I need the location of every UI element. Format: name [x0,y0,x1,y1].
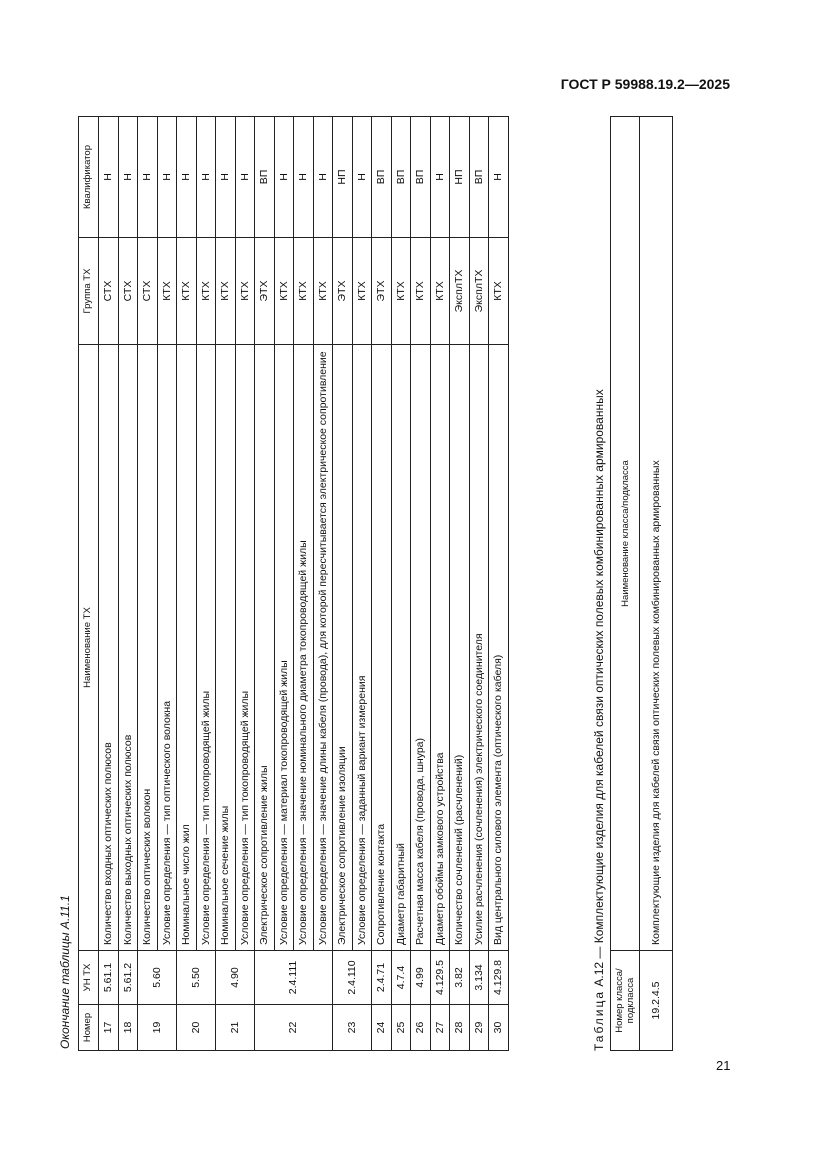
cell-group: КТХ [430,238,450,345]
table-row [294,117,314,1051]
cell-group: КТХ [157,238,177,345]
col-header-name: Наименование ТХ [79,345,99,951]
rotated-page-content [58,117,694,1051]
cell-qualifier: Н [352,117,372,238]
cell-qualifier: Н [157,117,177,238]
cell-group: СТХ [118,238,138,345]
cell-group: КТХ [294,238,314,345]
cell-qualifier: НП [333,117,353,238]
table-header-row [79,117,99,1051]
cell-qualifier: Н [118,117,138,238]
cell-name: Вид центрального силового элемента (оптического кабеля) [489,345,509,951]
table-row [118,117,138,1051]
cell-code: 4.90 [216,951,255,1005]
col-header-class-name: Наименование класса/подкласса [611,117,640,951]
table-row [274,117,294,1051]
cell-number: 19 [138,1005,177,1051]
standard-designation: ГОСТ Р 59988.19.2—2025 [560,76,730,92]
cell-code: 2.4.111 [255,951,333,1005]
cell-qualifier: Н [177,117,197,238]
cell-number: 18 [118,1005,138,1051]
cell-number: 24 [372,1005,392,1051]
cell-qualifier: ВП [372,117,392,238]
cell-group: СТХ [138,238,158,345]
table-row [216,117,236,1051]
table-row [138,117,158,1051]
cell-name: Количество сочленений (расчленений) [450,345,470,951]
cell-number: 27 [430,1005,450,1051]
cell-name: Диаметр габаритный [391,345,411,951]
table-row [255,117,275,1051]
page-number: 21 [716,1058,731,1073]
cell-name: Количество выходных оптических полюсов [118,345,138,951]
cell-name: Электрическое сопротивление жилы [255,345,275,951]
cell-number: 21 [216,1005,255,1051]
table-row [640,117,673,1051]
cell-group: КТХ [216,238,236,345]
cell-number: 20 [177,1005,216,1051]
cell-code: 3.134 [469,951,489,1005]
table-row [450,117,470,1051]
cell-group: КТХ [235,238,255,345]
characteristics-table [78,116,509,1051]
cell-name: Усилие расчленения (сочленения) электрического соединителя [469,345,489,951]
cell-name: Условие определения — заданный вариант измерения [352,345,372,951]
cell-qualifier: Н [196,117,216,238]
cell-name: Диаметр обоймы замкового устройства [430,345,450,951]
cell-name: Сопротивление контакта [372,345,392,951]
cell-number: 22 [255,1005,333,1051]
table-continuation-label: Окончание таблицы А.11.1 [58,895,72,1049]
table-row [196,117,216,1051]
cell-name: Количество входных оптических полюсов [99,345,119,951]
cell-qualifier: Н [313,117,333,238]
table-row [333,117,353,1051]
table-row [99,117,119,1051]
cell-qualifier: Н [216,117,236,238]
table-row [391,117,411,1051]
cell-code: 3.82 [450,951,470,1005]
cell-name: Условие определения — значение длины кабеля (провода), для которой пересчитывается электрическое сопротивление [313,345,333,951]
cell-group: КТХ [352,238,372,345]
cell-qualifier: Н [235,117,255,238]
table-row [235,117,255,1051]
cell-name: Номинальное сечение жилы [216,345,236,951]
cell-code: 2.4.110 [333,951,372,1005]
cell-qualifier: Н [489,117,509,238]
table-row [372,117,392,1051]
cell-code: 4.129.5 [430,951,450,1005]
table-row [177,117,197,1051]
cell-number: 30 [489,1005,509,1051]
cell-code: 4.129.8 [489,951,509,1005]
col-header-class-code: Номер класса/подкласса [611,951,640,1051]
col-header-code: УН ТХ [79,951,99,1005]
cell-code: 5.61.1 [99,951,119,1005]
cell-name: Условие определения — значение номинального диаметра токопроводящей жилы [294,345,314,951]
cell-number: 28 [450,1005,470,1051]
cell-name: Количество оптических волокон [138,345,158,951]
cell-group: СТХ [99,238,119,345]
cell-group: КТХ [411,238,431,345]
cell-qualifier: ВП [469,117,489,238]
cell-group: ЭксплТХ [450,238,470,345]
col-header-qualifier: Квалификатор [79,117,99,238]
table-row [352,117,372,1051]
cell-number: 26 [411,1005,431,1051]
cell-name: Условие определения — материал токопроводящей жилы [274,345,294,951]
cell-class-name: Комплектующие изделия для кабелей связи оптических полевых комбинированных армированных [640,117,673,951]
cell-group: КТХ [313,238,333,345]
cell-number: 23 [333,1005,372,1051]
table-row [157,117,177,1051]
cell-qualifier: Н [274,117,294,238]
cell-group: ЭксплТХ [469,238,489,345]
cell-group: КТХ [274,238,294,345]
cell-qualifier: Н [294,117,314,238]
cell-name: Условие определения — тип оптического волокна [157,345,177,951]
table-caption-text: А.12 — Комплектующие изделия для кабелей связи оптических полевых комбинированных армированных [592,389,606,987]
cell-name: Электрическое сопротивление изоляции [333,345,353,951]
class-table [610,116,673,1051]
cell-group: КТХ [196,238,216,345]
table-row [411,117,431,1051]
cell-code: 5.61.2 [118,951,138,1005]
cell-qualifier: Н [430,117,450,238]
table-row [430,117,450,1051]
cell-number: 29 [469,1005,489,1051]
cell-code: 5.50 [177,951,216,1005]
cell-code: 2.4.71 [372,951,392,1005]
cell-qualifier: ВП [391,117,411,238]
cell-group: КТХ [177,238,197,345]
col-header-group: Группа ТХ [79,238,99,345]
cell-qualifier: Н [138,117,158,238]
table-header-row [611,117,640,1051]
cell-group: ЭТХ [372,238,392,345]
cell-group: ЭТХ [333,238,353,345]
cell-name: Номинальное число жил [177,345,197,951]
cell-class-code: 19.2.4.5 [640,951,673,1051]
cell-qualifier: ВП [255,117,275,238]
cell-number: 17 [99,1005,119,1051]
cell-name: Условие определения — тип токопроводящей жилы [235,345,255,951]
cell-qualifier: Н [99,117,119,238]
table-row [489,117,509,1051]
cell-code: 5.60 [138,951,177,1005]
cell-group: КТХ [391,238,411,345]
cell-code: 4.7.4 [391,951,411,1005]
cell-group: ЭТХ [255,238,275,345]
cell-number: 25 [391,1005,411,1051]
cell-qualifier: НП [450,117,470,238]
cell-group: КТХ [489,238,509,345]
table-row [469,117,489,1051]
col-header-number: Номер [79,1005,99,1051]
cell-name: Расчетная масса кабеля (провода, шнура) [411,345,431,951]
table-caption [592,389,606,1051]
cell-code: 4.99 [411,951,431,1005]
table-row [313,117,333,1051]
cell-qualifier: ВП [411,117,431,238]
table-caption-prefix: Таблица [592,989,606,1051]
cell-name: Условие определения — тип токопроводящей жилы [196,345,216,951]
